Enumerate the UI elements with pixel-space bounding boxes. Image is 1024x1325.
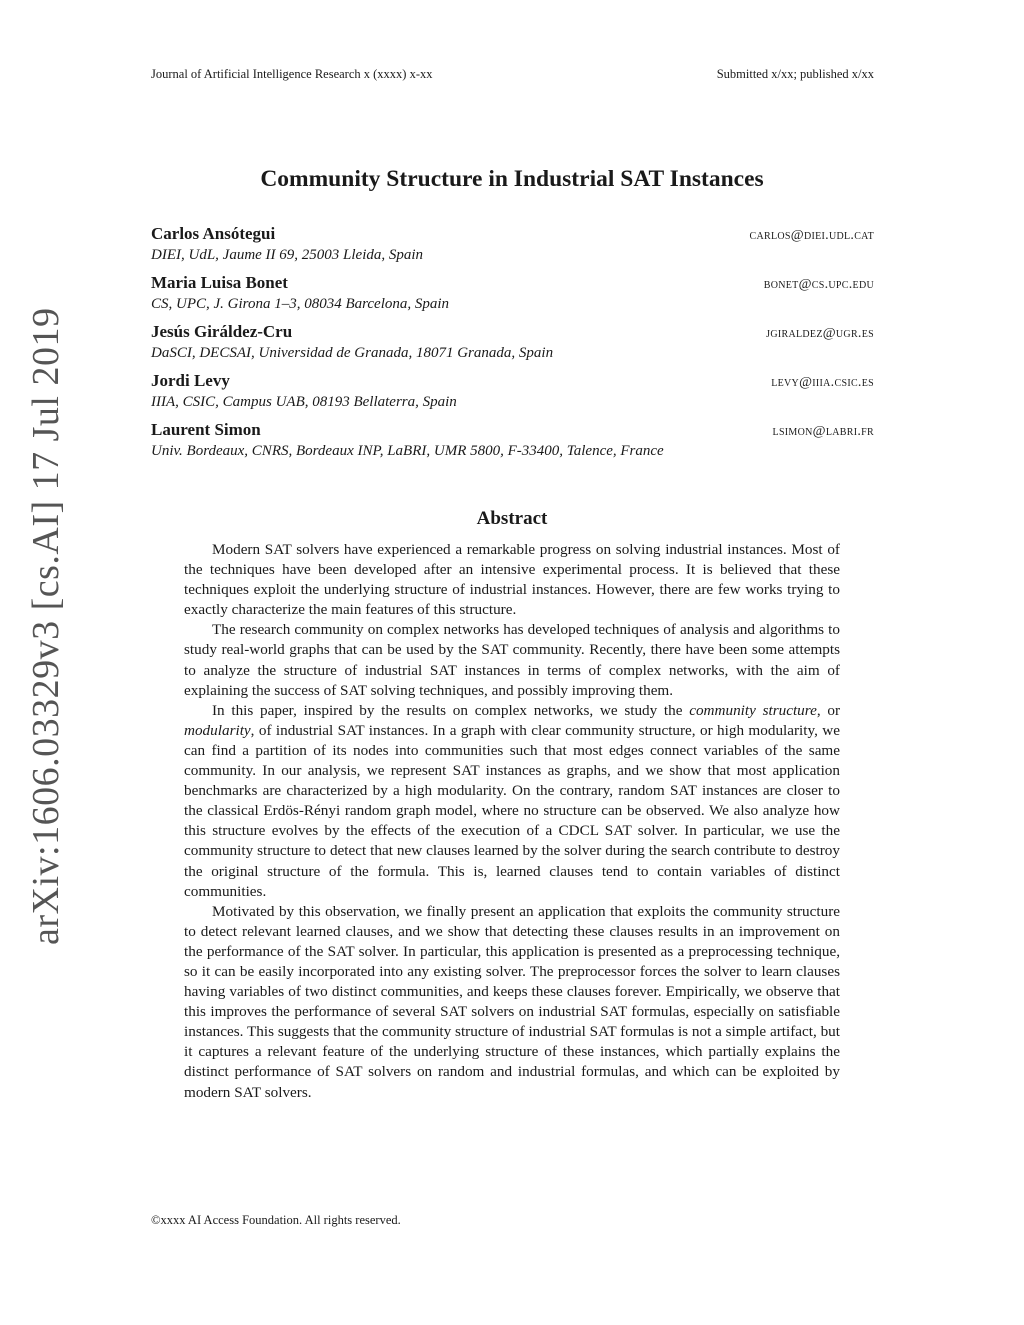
author-name: Jesús Giráldez-Cru <box>151 322 293 341</box>
author-email[interactable]: levy@iiia.csic.es <box>771 375 874 390</box>
author-email[interactable]: lsimon@labri.fr <box>772 424 874 439</box>
author-affiliation: IIIA, CSIC, Campus UAB, 08193 Bellaterra, Spain <box>151 394 457 410</box>
author-name: Maria Luisa Bonet <box>151 273 288 292</box>
author-affiliation: DIEI, UdL, Jaume II 69, 25003 Lleida, Spain <box>151 247 424 263</box>
author-email[interactable]: bonet@cs.upc.edu <box>763 277 874 292</box>
author-affiliation: CS, UPC, J. Girona 1–3, 08034 Barcelona, Spain <box>151 296 450 312</box>
abstract-paragraph-4: Motivated by this observation, we finally present an application that exploits the community structure to detect relevant learned clauses, and we show that detecting these clauses results in an improvement on the performance of the SAT solver. In particular, this application is presented as a preprocessing technique, so it can be easily incorporated into any existing solver. The preprocessor forces the solver to learn clauses having variables of two distinct communities, and keeps these clauses forever. Empirically, we observe that this improves the performance of several SAT solvers on industrial SAT formulas, especially on satisfiable instances. This suggests that the community structure of industrial SAT formulas is not a simple artifact, but it captures a relevant feature of the underlying structure of these instances, which partially explains the distinct performance of SAT solvers on random and industrial formulas, and which can be exploited by modern SAT solvers. <box>184 902 840 1101</box>
paragraph-text: , of industrial SAT instances. In a graph with clear community structure, or high modularity, we can find a partition of its nodes into communities such that most edges connect variables of the same community. In our analysis, we represent SAT instances as graphs, and we show that most application benchmarks are characterized by a high modularity. On the contrary, random SAT instances are closer to the classical Erdös-Rényi random graph model, where no structure can be observed. We also analyze how this structure evolves by the effects of the execution of a CDCL SAT solver. In particular, we use the community structure to detect that new clauses learned by the solver during the search contribute to destroy the original structure of the formula. This is, learned clauses tend to contain variables of distinct communities. <box>184 721 840 900</box>
emphasized-term: modularity <box>184 721 251 739</box>
author-email[interactable]: jgiraldez@ugr.es <box>766 326 874 341</box>
abstract-paragraph-1: Modern SAT solvers have experienced a remarkable progress on solving industrial instances. Most of the techniques have been developed after an intensive experimental process. It is believed that these techniques exploit the underlying structure of industrial instances. However, there are few works trying to exactly characterize the main features of this structure. <box>184 541 840 619</box>
emphasized-term: community structure <box>689 701 817 719</box>
author-block <box>151 322 874 363</box>
author-block <box>151 273 874 314</box>
paper-title: Community Structure in Industrial SAT Instances <box>260 166 764 192</box>
author-affiliation: DaSCI, DECSAI, Universidad de Granada, 18071 Granada, Spain <box>151 345 554 361</box>
author-affiliation: Univ. Bordeaux, CNRS, Bordeaux INP, LaBRI, UMR 5800, F-33400, Talence, France <box>151 443 664 459</box>
abstract-heading: Abstract <box>476 508 548 529</box>
copyright-footer: ©xxxx AI Access Foundation. All rights reserved. <box>151 1213 401 1227</box>
author-name: Laurent Simon <box>151 420 261 439</box>
author-block <box>151 224 874 265</box>
paragraph-text: , or <box>816 701 841 719</box>
author-email[interactable]: carlos@diei.udl.cat <box>749 228 874 243</box>
author-name: Jordi Levy <box>151 371 230 390</box>
abstract-body <box>184 540 840 1103</box>
author-block <box>151 420 874 461</box>
abstract-paragraph-2: The research community on complex networks has developed techniques of analysis and algorithms to study real-world graphs that can be used by the SAT community. Recently, there have been some attempts to analyze the structure of industrial SAT instances in terms of complex networks, with the aim of explaining the success of SAT solving techniques, and possibly improving them. <box>184 621 840 699</box>
journal-header: Journal of Artificial Intelligence Research x (xxxx) x-xx <box>151 67 433 81</box>
arxiv-identifier: arXiv:1606.03329v3 [cs.AI] 17 Jul 2019 <box>25 307 67 945</box>
abstract-paragraph-3 <box>184 701 840 902</box>
submission-info: Submitted x/xx; published x/xx <box>716 67 874 81</box>
author-name: Carlos Ansótegui <box>151 224 276 243</box>
author-block <box>151 371 874 412</box>
paragraph-text: In this paper, inspired by the results on complex networks, we study the <box>212 701 683 719</box>
author-list <box>151 224 874 469</box>
